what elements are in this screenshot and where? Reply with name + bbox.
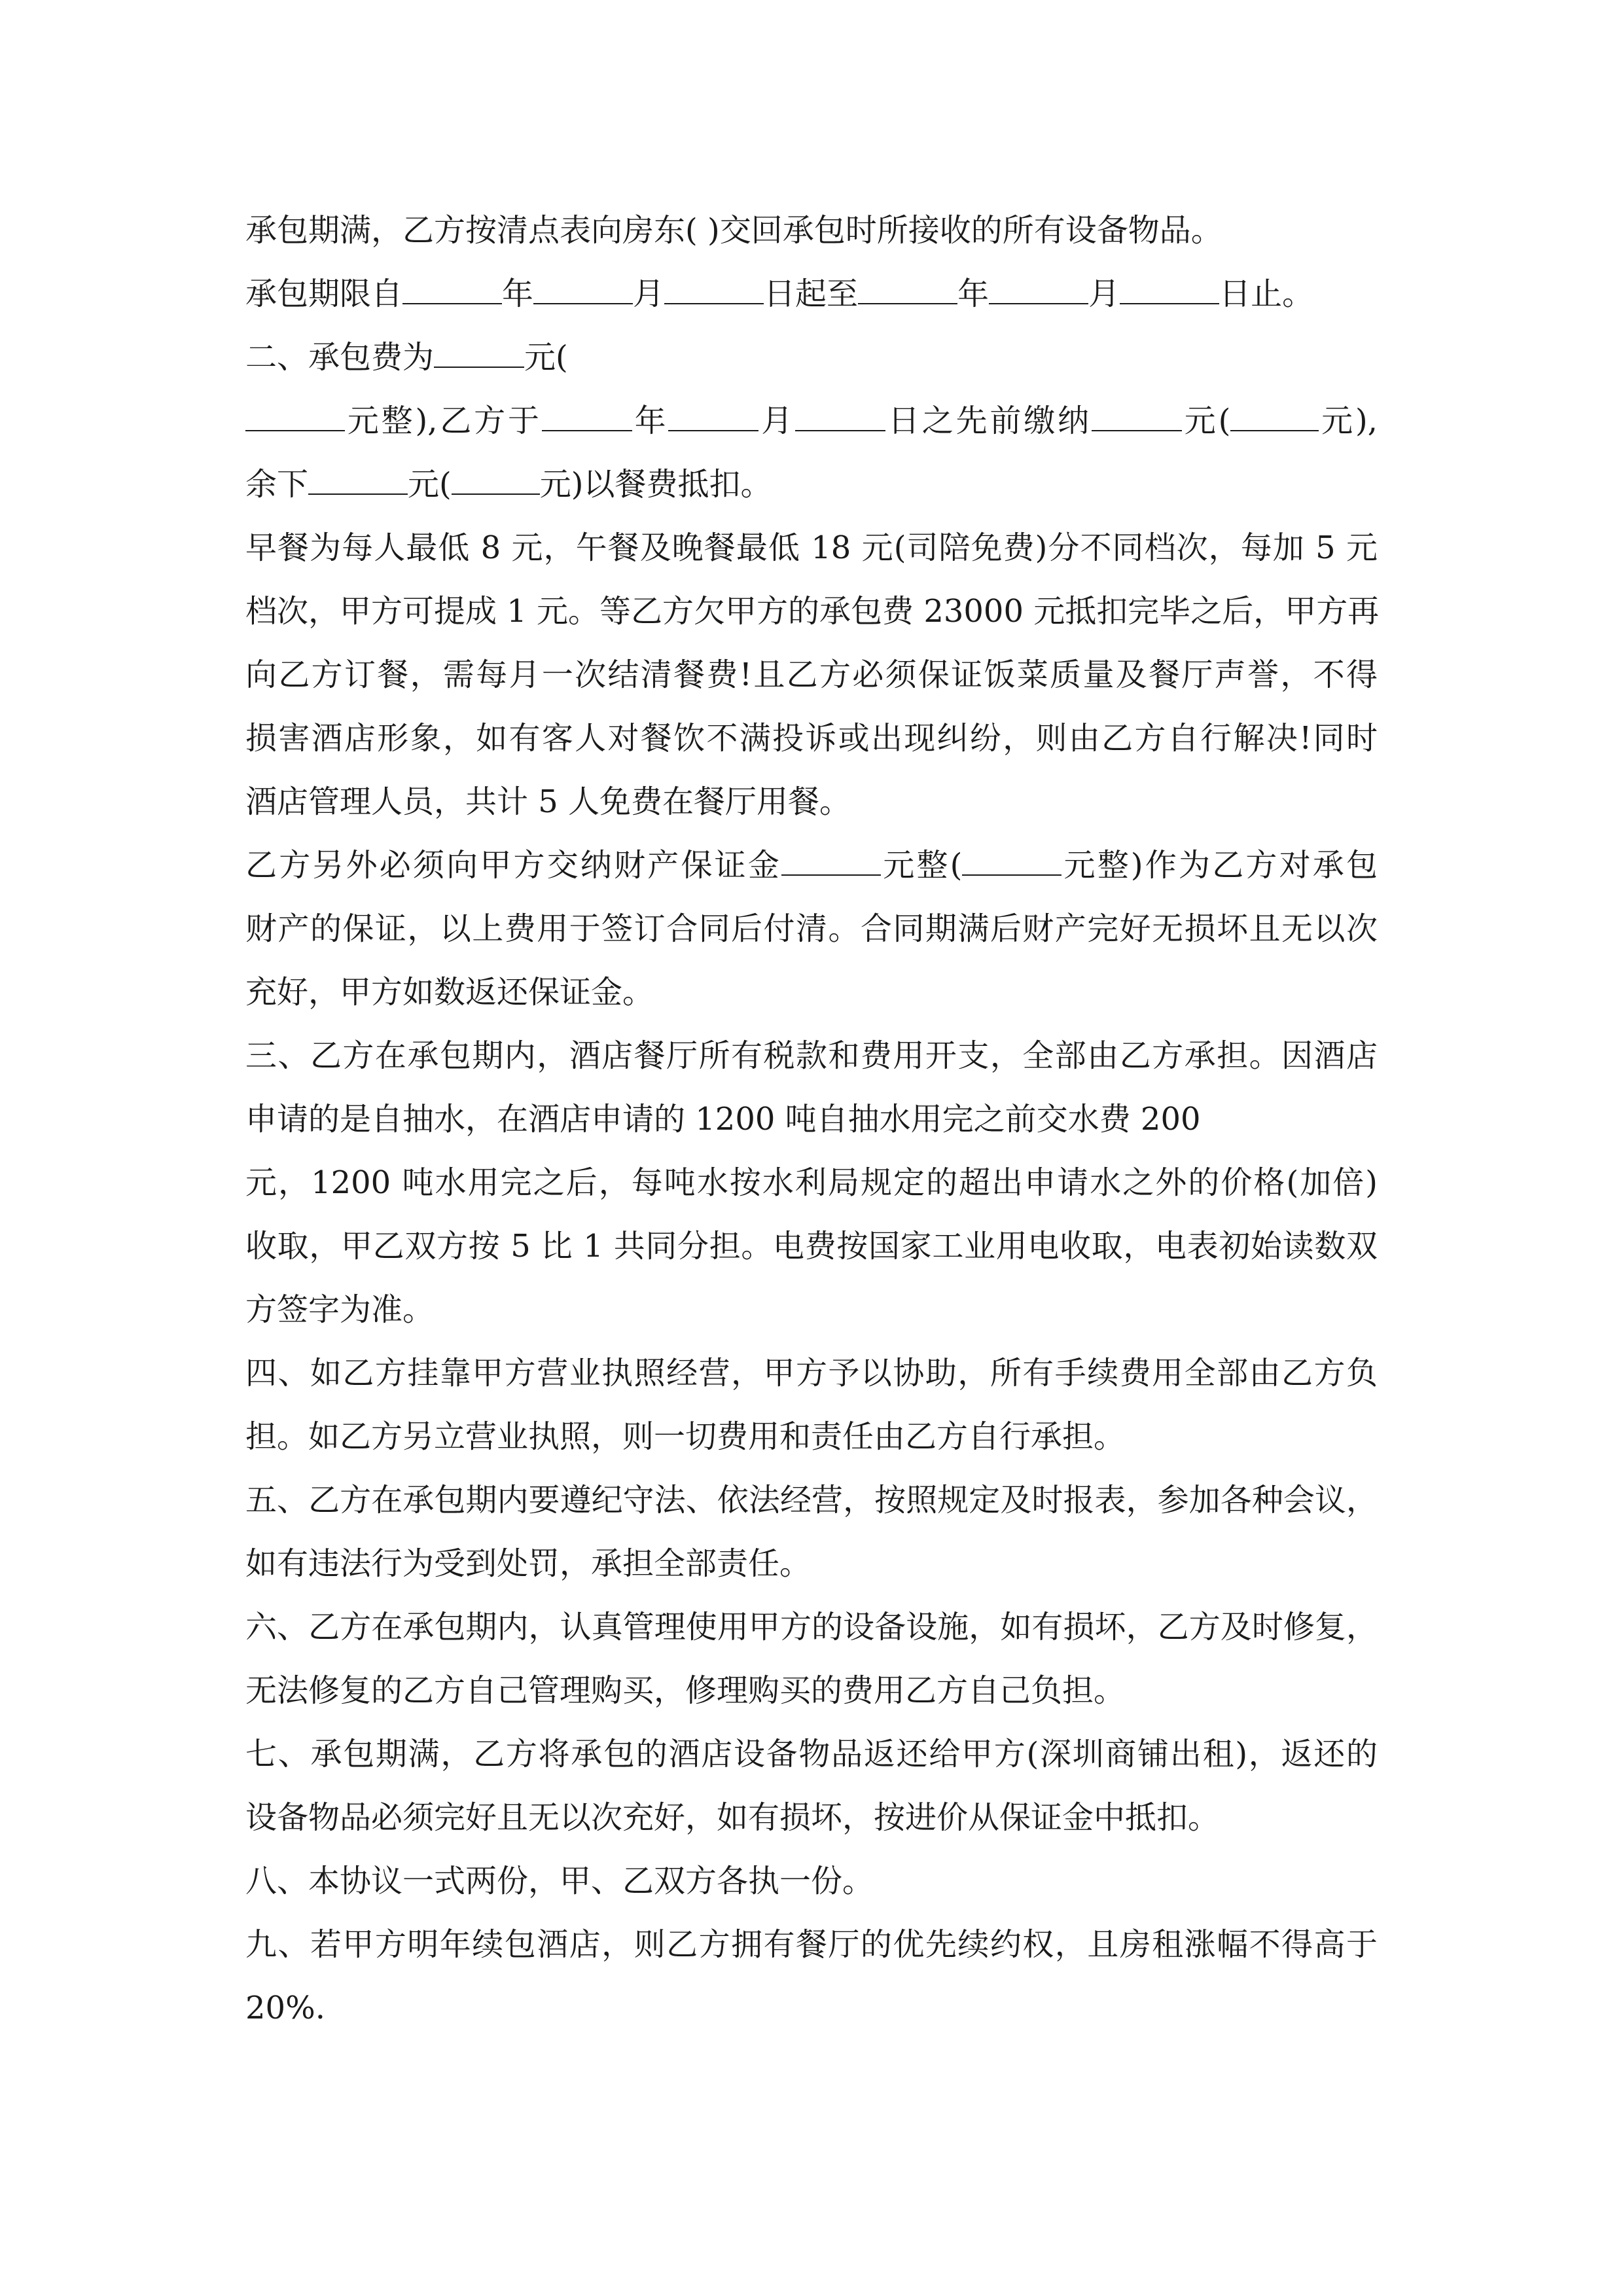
fill-blank	[533, 269, 633, 304]
text-line: 方签字为准。	[245, 1291, 435, 1328]
fee-remainder-line	[245, 458, 1378, 511]
fee-heading-line	[245, 331, 1378, 384]
text-line: 六、乙方在承包期内，认真管理使用甲方的设备设施，如有损坏，乙方及时修复，	[245, 1609, 1378, 1645]
text-fragment: 元(	[408, 466, 452, 503]
text-line: 充好，甲方如数返还保证金。	[245, 974, 654, 1011]
text-line: 向乙方订餐，需每月一次结清餐费!且乙方必须保证饭菜质量及餐厅声誉，不得	[245, 656, 1378, 693]
text-fragment: 年	[632, 403, 669, 439]
text-line: 五、乙方在承包期内要遵纪守法、依法经营，按照规定及时报表，参加各种会议，	[245, 1482, 1378, 1518]
fill-blank	[452, 459, 540, 495]
text-line: 早餐为每人最低 8 元，午餐及晚餐最低 18 元(司陪免费)分不同档次，每加 5 元	[245, 529, 1378, 566]
text-line: 四、如乙方挂靠甲方营业执照经营，甲方予以协助，所有手续费用全部由乙方负	[245, 1355, 1378, 1391]
fill-blank	[1092, 396, 1182, 431]
fill-blank	[858, 269, 957, 304]
text-line: 如有违法行为受到处罚，承担全部责任。	[245, 1545, 812, 1582]
text-line: 收取，甲乙双方按 5 比 1 共同分担。电费按国家工业用电收取，电表初始读数双	[245, 1228, 1378, 1265]
text-line: 七、承包期满，乙方将承包的酒店设备物品返还给甲方(深圳商铺出租)，返还的	[245, 1736, 1378, 1772]
text-fragment: 二、承包费为	[245, 339, 435, 376]
fill-blank	[245, 396, 345, 431]
text-fragment: 日之先前缴纳	[885, 403, 1092, 439]
text-line: 设备物品必须完好且无以次充好，如有损坏，按进价从保证金中抵扣。	[245, 1799, 1220, 1836]
text-fragment: 元整(	[881, 847, 963, 884]
text-fragment: 年	[957, 276, 990, 312]
text-fragment: 月	[633, 276, 665, 312]
text-line: 损害酒店形象，如有客人对餐饮不满投诉或出现纠纷，则由乙方自行解决!同时	[245, 720, 1378, 757]
text-fragment: 元整),乙方于	[345, 403, 542, 439]
fill-blank	[664, 269, 764, 304]
text-fragment: 日起至	[764, 276, 859, 312]
text-line: 无法修复的乙方自己管理购买，修理购买的费用乙方自己负担。	[245, 1672, 1126, 1709]
fill-blank	[434, 332, 524, 368]
text-fragment: 元(	[524, 339, 568, 376]
fill-blank	[1120, 269, 1219, 304]
text-fragment: 月	[758, 403, 796, 439]
text-line: 20%.	[245, 1990, 325, 2026]
text-fragment: 元整)作为乙方对承包	[1061, 847, 1378, 884]
fill-blank	[989, 269, 1088, 304]
text-line: 财产的保证，以上费用于签订合同后付清。合同期满后财产完好无损坏且无以次	[245, 910, 1378, 947]
text-fragment: 元(	[1181, 403, 1231, 439]
text-line: 档次，甲方可提成 1 元。等乙方欠甲方的承包费 23000 元抵扣完毕之后，甲方再	[245, 593, 1380, 630]
text-line: 酒店管理人员，共计 5 人免费在餐厅用餐。	[245, 783, 851, 820]
text-line: 九、若甲方明年续包酒店，则乙方拥有餐厅的优先续约权，且房租涨幅不得高于	[245, 1926, 1378, 1963]
text-line: 八、本协议一式两份，甲、乙双方各执一份。	[245, 1863, 874, 1899]
text-fragment: 日止。	[1219, 276, 1314, 312]
fill-blank	[402, 269, 502, 304]
fill-blank	[795, 396, 885, 431]
text-line: 担。如乙方另立营业执照，则一切费用和责任由乙方自行承担。	[245, 1418, 1126, 1455]
deposit-line	[245, 839, 1378, 891]
fill-blank	[781, 840, 881, 876]
fill-blank	[1230, 396, 1319, 431]
fill-blank	[308, 459, 408, 495]
text-line: 申请的是自抽水，在酒店申请的 1200 吨自抽水用完之前交水费 200	[245, 1101, 1201, 1138]
text-fragment: 承包期限自	[245, 276, 403, 312]
fill-blank	[962, 840, 1061, 876]
text-line: 承包期满，乙方按清点表向房东( )交回承包时所接收的所有设备物品。	[245, 212, 1222, 249]
text-fragment: 年	[502, 276, 534, 312]
text-fragment: 余下	[245, 466, 309, 503]
term-period-line	[245, 268, 1378, 320]
fee-payment-line	[245, 395, 1378, 447]
text-fragment: 月	[1088, 276, 1120, 312]
fill-blank	[668, 396, 758, 431]
text-line: 元，1200 吨水用完之后，每吨水按水利局规定的超出申请水之外的价格(加倍)	[245, 1164, 1378, 1201]
text-line: 三、乙方在承包期内，酒店餐厅所有税款和费用开支，全部由乙方承担。因酒店	[245, 1037, 1378, 1074]
text-fragment: 乙方另外必须向甲方交纳财产保证金	[245, 847, 782, 884]
text-fragment: 元),	[1319, 403, 1378, 439]
text-fragment: 元)以餐费抵扣。	[539, 466, 772, 503]
fill-blank	[542, 396, 632, 431]
